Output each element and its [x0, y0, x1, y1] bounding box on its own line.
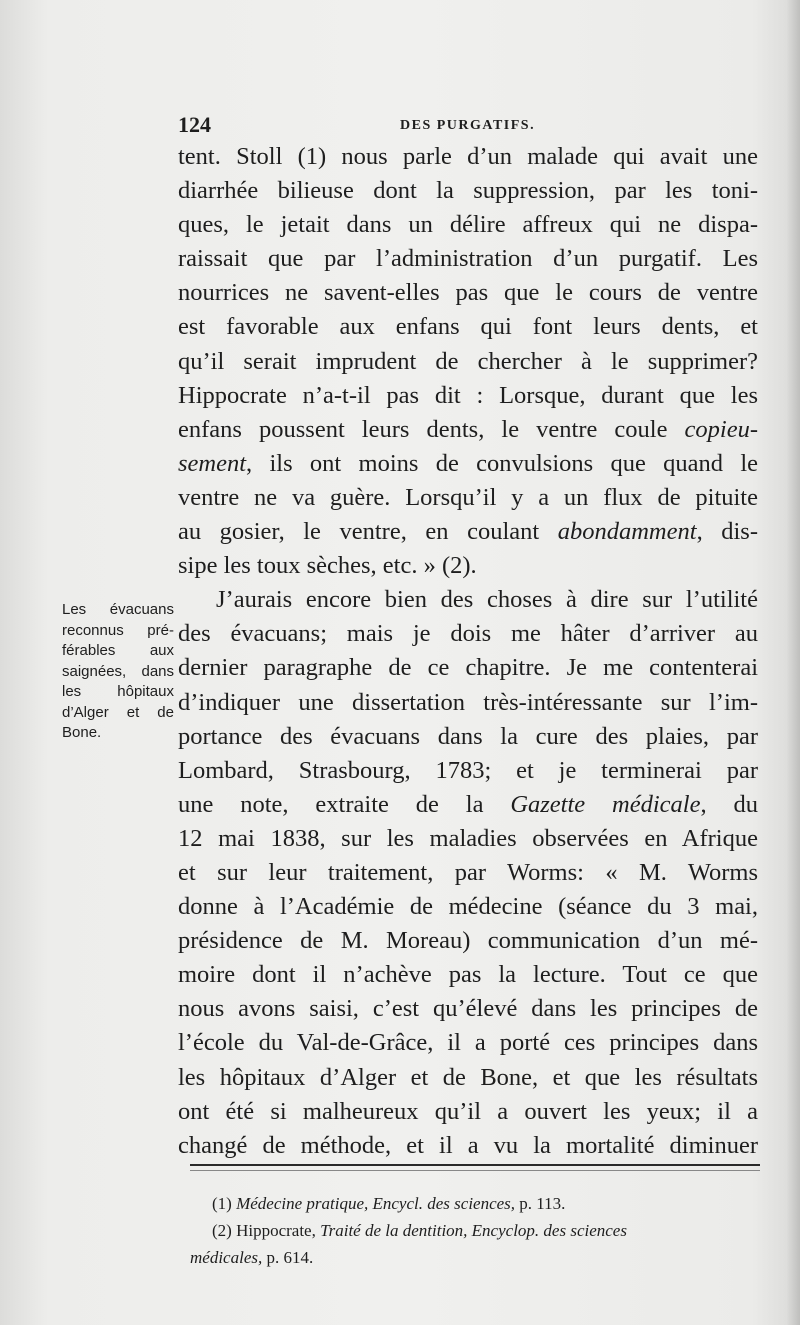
italic-word: sement: [178, 449, 247, 477]
text-line: moire dont il n’achève pas la lecture. Tout ce que: [178, 961, 758, 989]
footnote-1: (1) Médecine pratique, Encycl. des sciences, p. 113.: [212, 1194, 566, 1213]
margin-note-line: d’Alger et de: [62, 703, 174, 721]
footnote-separator: [190, 1164, 760, 1166]
footnotes: [190, 1190, 758, 1271]
footnote-separator-thin: [190, 1170, 760, 1171]
page-number: 124: [178, 112, 211, 137]
margin-note-line: saignées, dans: [62, 662, 174, 680]
text-line: sement, ils ont moins de convulsions que quand le: [178, 449, 758, 477]
footnote-italic: Médecine pratique, Encycl. des sciences,: [236, 1194, 516, 1213]
text-line: raissait que par l’administration d’un purgatif. Les: [178, 245, 758, 273]
italic-title: Gazette médicale: [510, 790, 701, 818]
text-line: portance des évacuans dans la cure des plaies, par: [178, 722, 758, 750]
text-line: nous avons saisi, c’est qu’élevé dans les principes de: [178, 995, 758, 1023]
margin-note-line: Bone.: [62, 724, 102, 741]
page-header: [178, 112, 758, 142]
footnote-2-continued: médicales, p. 614.: [190, 1248, 314, 1267]
text-line: au gosier, le ventre, en coulant abondamment, dis-: [178, 518, 758, 546]
text-line: 12 mai 1838, sur les maladies observées en Afrique: [178, 824, 758, 852]
text-line: ont été si malheureux qu’il a ouvert les yeux; il a: [178, 1097, 758, 1125]
text-line: les hôpitaux d’Alger et de Bone, et que les résultats: [178, 1063, 758, 1091]
text-line: dernier paragraphe de ce chapitre. Je me contenterai: [178, 654, 758, 682]
text-line: ques, le jetait dans un délire affreux qui ne dispa-: [178, 211, 758, 239]
text-line: l’école du Val-de-Grâce, il a porté ces principes dans: [178, 1029, 758, 1057]
text-line: sipe les toux sèches, etc. » (2).: [178, 552, 477, 580]
margin-note-line: les hôpitaux: [62, 683, 174, 700]
text-line: Hippocrate n’a-t-il pas dit : Lorsque, durant que les: [178, 381, 758, 409]
page-edge-shadow: [786, 0, 800, 1325]
footnote-italic: Traité de la dentition, Encyclop. des sciences: [320, 1221, 627, 1240]
running-title: DES PURGATIFS.: [400, 118, 536, 133]
text-line: et sur leur traitement, par Worms: « M. Worms: [178, 858, 758, 886]
text-line: qu’il serait imprudent de chercher à le supprimer?: [178, 347, 758, 375]
text-line: est favorable aux enfans qui font leurs dents, et: [178, 313, 758, 341]
main-text-block: [178, 140, 758, 1163]
footnote-2: (2) Hippocrate, Traité de la dentition, Encyclop. des sciences: [212, 1221, 627, 1240]
margin-note-line: Les évacuans: [62, 601, 174, 618]
text-line: présidence de M. Moreau) communication d’un mé-: [178, 927, 758, 955]
text-line: d’indiquer une dissertation très-intéressante sur l’im-: [178, 688, 758, 716]
footnote-italic: médicales,: [190, 1248, 263, 1267]
text-line: enfans poussent leurs dents, le ventre coule copieu-: [178, 415, 758, 443]
margin-note-line: reconnus pré-: [62, 621, 174, 639]
text-line: des évacuans; mais je dois me hâter d’arriver au: [178, 620, 758, 648]
text-line: donne à l’Académie de médecine (séance du 3 mai,: [178, 893, 758, 921]
text-line: ventre ne va guère. Lorsqu’il y a un flux de pituite: [178, 483, 758, 511]
text-line: une note, extraite de la Gazette médicale, du: [178, 790, 758, 818]
margin-note-line: férables aux: [62, 642, 174, 659]
text-line: diarrhée bilieuse dont la suppression, par les toni-: [178, 177, 758, 205]
italic-word: copieu-: [684, 415, 758, 443]
text-line: changé de méthode, et il a vu la mortalité diminuer: [178, 1131, 758, 1159]
text-line: Lombard, Strasbourg, 1783; et je terminerai par: [178, 756, 758, 784]
margin-note: [62, 600, 174, 744]
italic-word: abondamment: [557, 518, 697, 546]
paragraph-first-line: J’aurais encore bien des choses à dire sur l’utilité: [216, 586, 758, 614]
text-line: tent. Stoll (1) nous parle d’un malade qui avait une: [178, 143, 758, 170]
text-line: nourrices ne savent-elles pas que le cours de ventre: [178, 279, 758, 307]
